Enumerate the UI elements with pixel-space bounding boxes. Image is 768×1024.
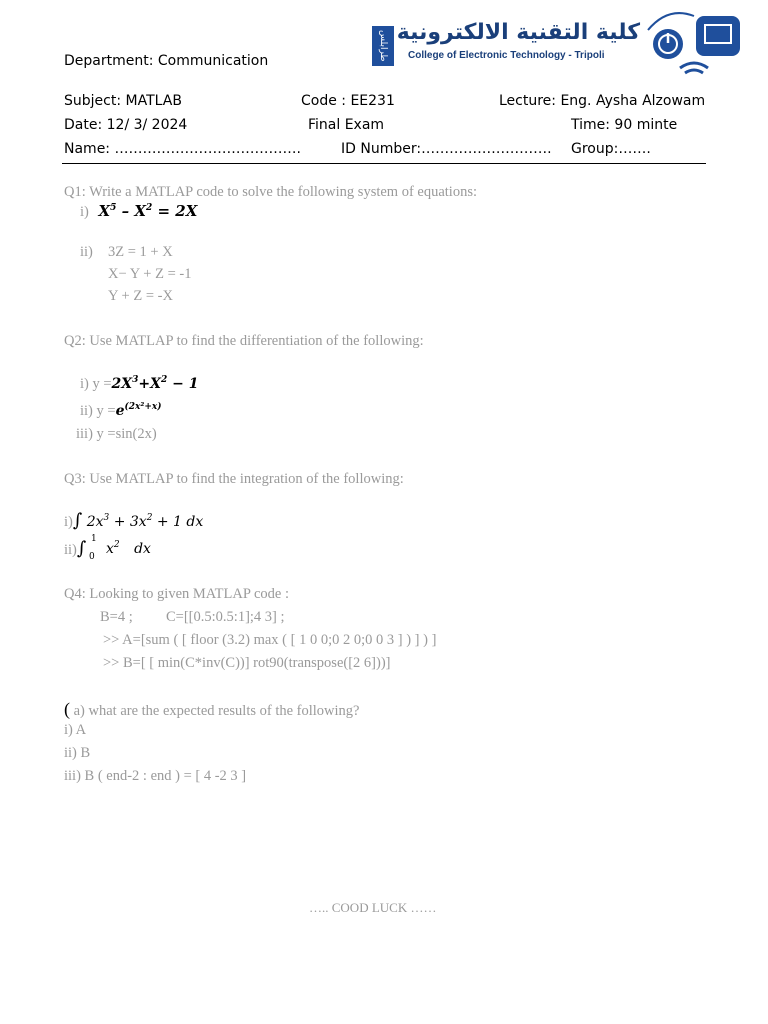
q2-i: i) $y =2X^3+X^2 - 1$ [80,375,199,392]
q1-i-equation: i) $X^5 - X^2 = 2X$ [80,202,198,220]
q1-i-label: i) [80,204,89,220]
department-label: Department: Communication [64,53,269,69]
q1-ii-line2: X− Y + Z = -1 [108,266,192,282]
q1-ii-line1: 3Z = 1 + X [108,244,173,260]
college-emblem-icon [640,10,744,76]
q4-code-b2: >> B=[ [ min(C*inv(C))] rot90(transpose([2 6]))] [103,655,391,671]
q3-ii-lower-limit: 0 [89,552,95,562]
time-label: Time: 90 minte [571,117,678,133]
q4-a-ii: ii) B [64,745,91,761]
subject-label: Subject: MATLAB [64,93,182,109]
q4-a-i: i) A [64,722,87,738]
id-number-field: ID Number:………………………. [341,141,552,157]
q4-code-c: C=[[0.5:0.5:1];4 3] ; [166,609,285,625]
code-label: Code : EE231 [301,93,395,109]
q4-a-prompt: ( a) what are the expected results of the following? [64,699,360,719]
q3-ii: ii)∫ [64,538,87,559]
q1-ii-line3: Y + Z = -X [108,288,173,304]
q2-title: Q2: Use MATLAP to find the differentiation of the following: [64,333,424,349]
q4-title: Q4: Looking to given MATLAP code : [64,586,289,602]
q2-iii: iii) y =sin(2x) [76,426,157,442]
name-field: Name: …………………………………. [64,141,301,157]
city-tag: طرابلس [372,26,394,66]
college-english-name: College of Electronic Technology - Tripoli [408,50,605,61]
q3-ii-expression: $x^2$ dx [106,540,151,557]
definite-integral-symbol: ∫ [76,538,87,559]
q4-a-iii: iii) B ( end-2 : end ) = [ 4 -2 3 ] [64,768,247,784]
group-field: Group:……. [571,141,651,157]
q4-code-a: >> A=[sum ( [ floor (3.2) max ( [ 1 0 0;0 2 0;0 0 3 ] ) ] ) ] [103,632,437,648]
q3-i: i)∫ $2x^3 + 3x^2 + 1$ dx [64,510,204,531]
college-arabic-name: كلية التقنية الالكترونية [396,20,640,45]
lecturer-label: Lecture: Eng. Aysha Alzowam [499,93,706,109]
date-label: Date: 12/ 3/ 2024 [64,117,188,133]
q1-title: Q1: Write a MATLAP code to solve the following system of equations: [64,184,478,200]
q2-ii: ii) $y =e^{(2x^2+x)}$ [80,402,162,419]
exam-title: Final Exam [308,117,385,133]
q4-code-b: B=4 ; [100,609,133,625]
integral-symbol: ∫ [72,510,83,531]
q1-ii-label: ii) [80,244,93,260]
good-luck-footer: ….. COOD LUCK …… [309,900,437,915]
header-divider [62,163,706,164]
q3-ii-upper-limit: 1 [91,534,97,544]
q3-title: Q3: Use MATLAP to find the integration of the following: [64,471,404,487]
